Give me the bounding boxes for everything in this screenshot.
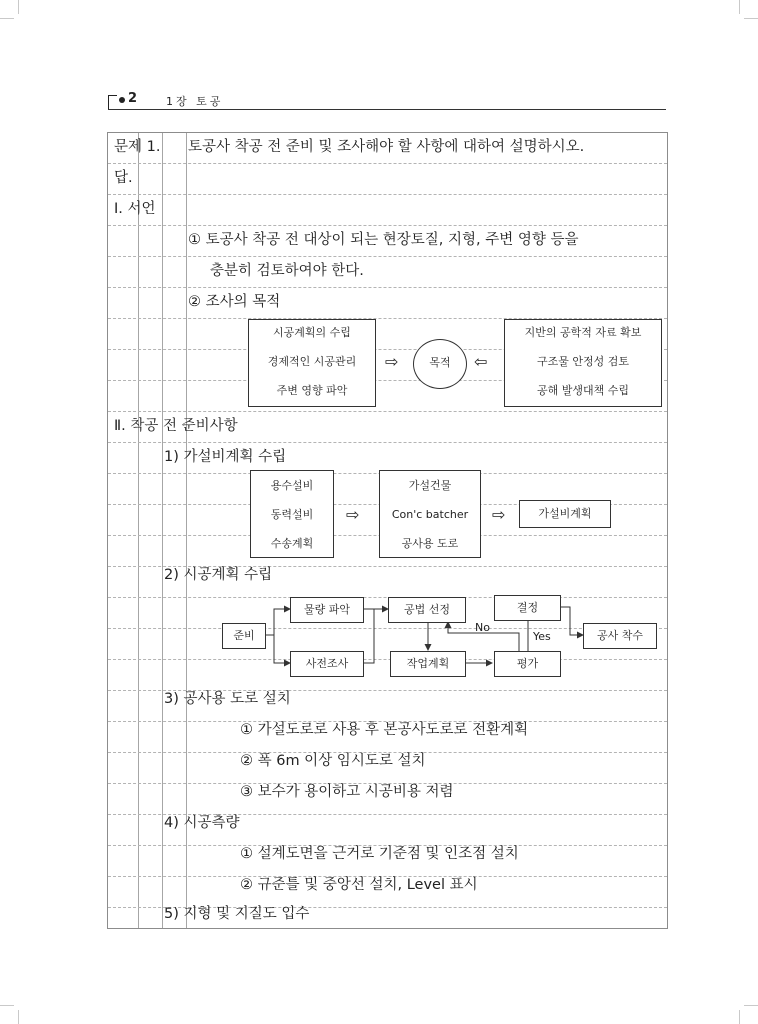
arrow-right-icon: ⇨ — [385, 352, 399, 371]
flowchart-connectors — [108, 133, 667, 928]
subsection-heading: 4) 시공측량 — [164, 815, 240, 831]
flow-survey-label: 사전조사 — [305, 657, 349, 670]
flow-prep-box — [222, 623, 266, 649]
subsection-heading: 1) 가설비계획 수립 — [164, 449, 287, 465]
flow-start-box — [583, 623, 657, 649]
flow-prep-label: 준비 — [233, 629, 255, 642]
answer-label: 답. — [114, 170, 133, 186]
facility-item: Con'c batcher — [391, 508, 469, 521]
purpose-left-item: 주변 영향 파악 — [276, 384, 348, 397]
subsection-heading: 5) 지형 및 지질도 입수 — [164, 906, 310, 922]
answer-sheet — [107, 132, 668, 929]
flow-quantity-box — [290, 597, 364, 623]
list-item: ③ 보수가 용이하고 시공비용 저렴 — [240, 784, 454, 800]
section-heading: Ⅱ. 착공 전 준비사항 — [114, 418, 238, 434]
crop-mark — [18, 1010, 19, 1024]
list-item: ② 폭 6m 이상 임시도로 설치 — [240, 753, 426, 769]
subsection-heading: 2) 시공계획 수립 — [164, 567, 273, 583]
facilities-plan-label: 가설비계획 — [538, 507, 592, 520]
flow-yes-label: Yes — [533, 630, 551, 643]
facility-item: 수송계획 — [270, 537, 314, 550]
flow-evaluation-label: 평가 — [516, 657, 539, 670]
purpose-left-item: 시공계획의 수립 — [273, 326, 351, 339]
flow-evaluation-box — [494, 651, 561, 677]
list-item: ① 가설도로로 사용 후 본공사도로로 전환계획 — [240, 722, 529, 738]
intro-item-2: ② 조사의 목적 — [188, 294, 281, 310]
purpose-right-item: 공해 발생대책 수립 — [536, 384, 629, 397]
flow-start-label: 공사 착수 — [596, 629, 643, 642]
intro-item-1-cont: 충분히 검토하여야 한다. — [210, 263, 364, 279]
intro-item-1: ① 토공사 착공 전 대상이 되는 현장토질, 지형, 주변 영향 등을 — [188, 232, 579, 248]
header-rule — [108, 109, 666, 110]
page-number: 2 — [128, 91, 138, 106]
subsection-heading: 3) 공사용 도로 설치 — [164, 691, 291, 707]
flow-decision-box — [494, 595, 561, 621]
facility-item: 가설건물 — [408, 479, 452, 492]
arrow-right-icon: ⇨ — [492, 505, 506, 524]
flow-quantity-label: 물량 파악 — [303, 603, 350, 616]
flow-survey-box — [290, 651, 364, 677]
header-bullet-icon — [119, 97, 125, 103]
flow-no-label: No — [475, 621, 490, 634]
flow-workplan-box — [390, 651, 466, 677]
crop-mark — [744, 18, 758, 19]
section-heading: Ⅰ. 서언 — [114, 201, 156, 217]
flow-decision-label: 결정 — [516, 601, 539, 614]
question-label: 문제 1. — [114, 139, 161, 155]
header-corner-mark — [108, 95, 117, 109]
list-item: ② 규준틀 및 중앙선 설치, Level 표시 — [240, 877, 478, 893]
facility-item: 용수설비 — [270, 479, 314, 492]
crop-mark — [0, 1005, 14, 1006]
arrow-right-icon: ⇨ — [346, 505, 360, 524]
crop-mark — [0, 18, 14, 19]
crop-mark — [744, 1005, 758, 1006]
flow-workplan-label: 작업계획 — [406, 657, 450, 670]
chapter-title: 1장 토공 — [166, 95, 224, 108]
purpose-left-item: 경제적인 시공관리 — [267, 355, 357, 368]
purpose-right-item: 구조물 안정성 검토 — [536, 355, 629, 368]
purpose-center-label: 목적 — [429, 356, 451, 369]
facility-item: 공사용 도로 — [401, 537, 459, 550]
crop-mark — [18, 0, 19, 14]
arrow-left-icon: ⇦ — [474, 352, 488, 371]
purpose-right-item: 지반의 공학적 자료 확보 — [524, 326, 642, 339]
crop-mark — [739, 1010, 740, 1024]
crop-mark — [739, 0, 740, 14]
flow-method-box — [388, 597, 466, 623]
facility-item: 동력설비 — [270, 508, 314, 521]
page-header — [108, 90, 666, 110]
flow-method-label: 공법 선정 — [403, 603, 450, 616]
question-text: 토공사 착공 전 준비 및 조사해야 할 사항에 대하여 설명하시오. — [188, 139, 585, 155]
list-item: ① 설계도면을 근거로 기준점 및 인조점 설치 — [240, 846, 519, 862]
